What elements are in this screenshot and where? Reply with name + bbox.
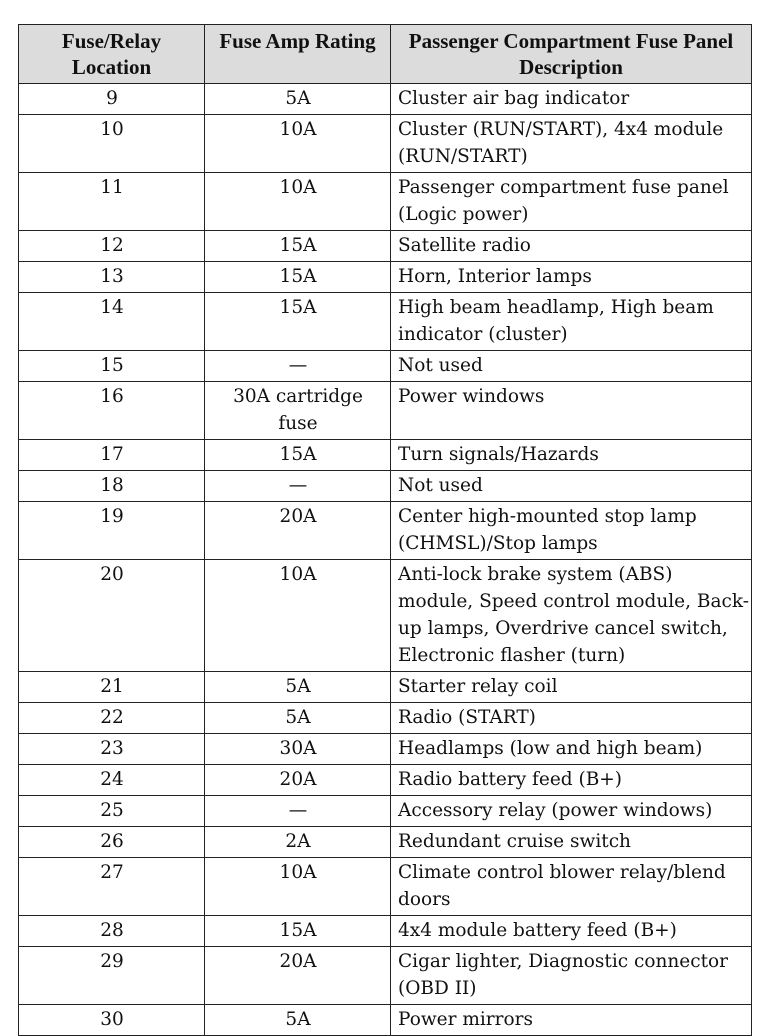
table-row: [19, 502, 752, 560]
table-row: [19, 827, 752, 858]
fuse-description-cell: Power mirrors: [391, 1005, 752, 1036]
fuse-table: [18, 24, 752, 1036]
fuse-location-cell: 26: [19, 827, 205, 858]
table-header: [19, 25, 752, 84]
table-body: [19, 84, 752, 1036]
table-row: [19, 560, 752, 672]
fuse-description-cell: Not used: [391, 471, 752, 502]
table-row: [19, 84, 752, 115]
fuse-location-cell: 30: [19, 1005, 205, 1036]
table-row: [19, 916, 752, 947]
fuse-location-cell: 18: [19, 471, 205, 502]
fuse-description-cell: Anti-lock brake system (ABS) module, Speed control module, Back-up lamps, Overdrive cancel switch, Electronic flasher (turn): [391, 560, 752, 672]
fuse-description-cell: Radio (START): [391, 703, 752, 734]
fuse-location-cell: 24: [19, 765, 205, 796]
fuse-description-cell: Cluster air bag indicator: [391, 84, 752, 115]
fuse-amp-cell: 15A: [205, 916, 391, 947]
table-row: [19, 1005, 752, 1036]
table-row: [19, 471, 752, 502]
table-row: [19, 115, 752, 173]
fuse-description-cell: High beam headlamp, High beam indicator (cluster): [391, 293, 752, 351]
fuse-location-cell: 20: [19, 560, 205, 672]
fuse-location-cell: 16: [19, 382, 205, 440]
fuse-location-cell: 19: [19, 502, 205, 560]
fuse-description-cell: Center high-mounted stop lamp (CHMSL)/Stop lamps: [391, 502, 752, 560]
table-row: [19, 173, 752, 231]
fuse-location-cell: 12: [19, 231, 205, 262]
fuse-description-cell: Power windows: [391, 382, 752, 440]
header-row: [19, 25, 752, 84]
fuse-location-cell: 13: [19, 262, 205, 293]
fuse-location-cell: 17: [19, 440, 205, 471]
fuse-description-cell: Cluster (RUN/START), 4x4 module (RUN/START): [391, 115, 752, 173]
fuse-amp-cell: 10A: [205, 115, 391, 173]
header-location: Fuse/Relay Location: [19, 25, 205, 84]
fuse-amp-cell: 5A: [205, 84, 391, 115]
fuse-location-cell: 25: [19, 796, 205, 827]
fuse-description-cell: Passenger compartment fuse panel (Logic power): [391, 173, 752, 231]
fuse-amp-cell: 20A: [205, 502, 391, 560]
fuse-amp-cell: 2A: [205, 827, 391, 858]
fuse-location-cell: 15: [19, 351, 205, 382]
fuse-description-cell: Headlamps (low and high beam): [391, 734, 752, 765]
fuse-amp-cell: 20A: [205, 947, 391, 1005]
fuse-amp-cell: 15A: [205, 440, 391, 471]
table-row: [19, 765, 752, 796]
fuse-amp-cell: 10A: [205, 173, 391, 231]
fuse-description-cell: Climate control blower relay/blend doors: [391, 858, 752, 916]
fuse-description-cell: 4x4 module battery feed (B+): [391, 916, 752, 947]
header-amp-rating: Fuse Amp Rating: [205, 25, 391, 84]
fuse-amp-cell: 20A: [205, 765, 391, 796]
fuse-amp-cell: 30A: [205, 734, 391, 765]
fuse-amp-cell: 5A: [205, 703, 391, 734]
fuse-description-cell: Accessory relay (power windows): [391, 796, 752, 827]
fuse-location-cell: 27: [19, 858, 205, 916]
table-row: [19, 231, 752, 262]
fuse-amp-cell: 5A: [205, 1005, 391, 1036]
fuse-description-cell: Not used: [391, 351, 752, 382]
fuse-amp-cell: 15A: [205, 262, 391, 293]
table-row: [19, 293, 752, 351]
fuse-amp-cell: 15A: [205, 231, 391, 262]
fuse-description-cell: Cigar lighter, Diagnostic connector (OBD II): [391, 947, 752, 1005]
fuse-location-cell: 11: [19, 173, 205, 231]
fuse-description-cell: Starter relay coil: [391, 672, 752, 703]
fuse-amp-cell: 10A: [205, 560, 391, 672]
header-description: Passenger Compartment Fuse Panel Description: [391, 25, 752, 84]
fuse-description-cell: Redundant cruise switch: [391, 827, 752, 858]
table-row: [19, 703, 752, 734]
fuse-location-cell: 10: [19, 115, 205, 173]
fuse-location-cell: 9: [19, 84, 205, 115]
fuse-location-cell: 28: [19, 916, 205, 947]
fuse-location-cell: 23: [19, 734, 205, 765]
fuse-amp-cell: —: [205, 796, 391, 827]
table-row: [19, 947, 752, 1005]
fuse-amp-cell: —: [205, 351, 391, 382]
fuse-description-cell: Radio battery feed (B+): [391, 765, 752, 796]
table-row: [19, 351, 752, 382]
fuse-amp-cell: 15A: [205, 293, 391, 351]
table-row: [19, 796, 752, 827]
table-row: [19, 858, 752, 916]
fuse-description-cell: Horn, Interior lamps: [391, 262, 752, 293]
fuse-location-cell: 29: [19, 947, 205, 1005]
table-row: [19, 734, 752, 765]
table-row: [19, 440, 752, 471]
table-row: [19, 382, 752, 440]
table-row: [19, 672, 752, 703]
fuse-location-cell: 14: [19, 293, 205, 351]
fuse-location-cell: 22: [19, 703, 205, 734]
fuse-location-cell: 21: [19, 672, 205, 703]
fuse-description-cell: Satellite radio: [391, 231, 752, 262]
fuse-amp-cell: 30A cartridge fuse: [205, 382, 391, 440]
fuse-amp-cell: 5A: [205, 672, 391, 703]
fuse-amp-cell: —: [205, 471, 391, 502]
fuse-description-cell: Turn signals/Hazards: [391, 440, 752, 471]
fuse-amp-cell: 10A: [205, 858, 391, 916]
table-row: [19, 262, 752, 293]
